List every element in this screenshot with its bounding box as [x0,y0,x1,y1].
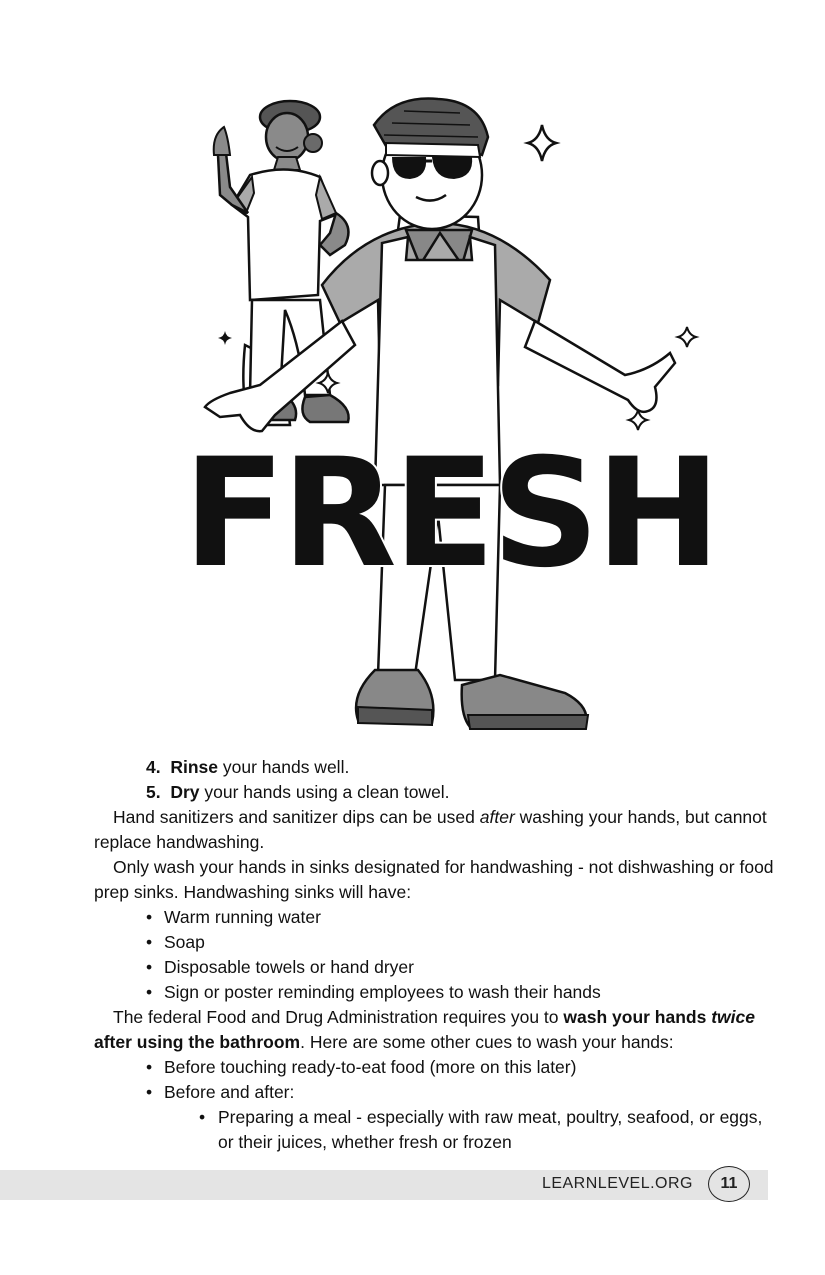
step-4: 4. Rinse your hands well. [146,757,350,777]
sparkle-icon [218,331,232,345]
body-text [94,755,774,1155]
list-item: • Sign or poster reminding employees to wash their hands [146,980,774,1005]
sanitizer-paragraph: Hand sanitizers and sanitizer dips can be used after washing your hands, but cannot replace handwashing. [94,807,767,852]
page-number: 11 [708,1166,750,1202]
sink-items-list [94,905,774,1005]
footer-site-link[interactable]: LEARNLEVEL.ORG [541,1175,693,1192]
list-item: • Before and after: [146,1080,774,1105]
fresh-word: FRESH [182,427,718,601]
sub-items-list [94,1105,774,1155]
list-item: • Disposable towels or hand dryer [146,955,774,980]
fresh-illustration [170,95,730,740]
list-item: • Soap [146,930,774,955]
list-item: • Before touching ready-to-eat food (more on this later) [146,1055,774,1080]
sinks-paragraph: Only wash your hands in sinks designated for handwashing - not dishwashing or food prep sinks. Handwashing sinks will have: [94,857,774,902]
list-item: • Warm running water [146,905,774,930]
list-item: • Preparing a meal - especially with raw meat, poultry, seafood, or eggs, or their juices, whether fresh or frozen [199,1107,763,1152]
sparkle-icon [528,125,556,161]
cue-items-list [94,1055,774,1105]
sparkle-icon [678,327,696,347]
step-5: 5. Dry your hands using a clean towel. [146,782,450,802]
fda-paragraph: The federal Food and Drug Administration requires you to wash your hands twice after using the bathroom. Here are some other cues to wash your hands: [94,1007,755,1052]
footer-bar [0,1170,768,1200]
